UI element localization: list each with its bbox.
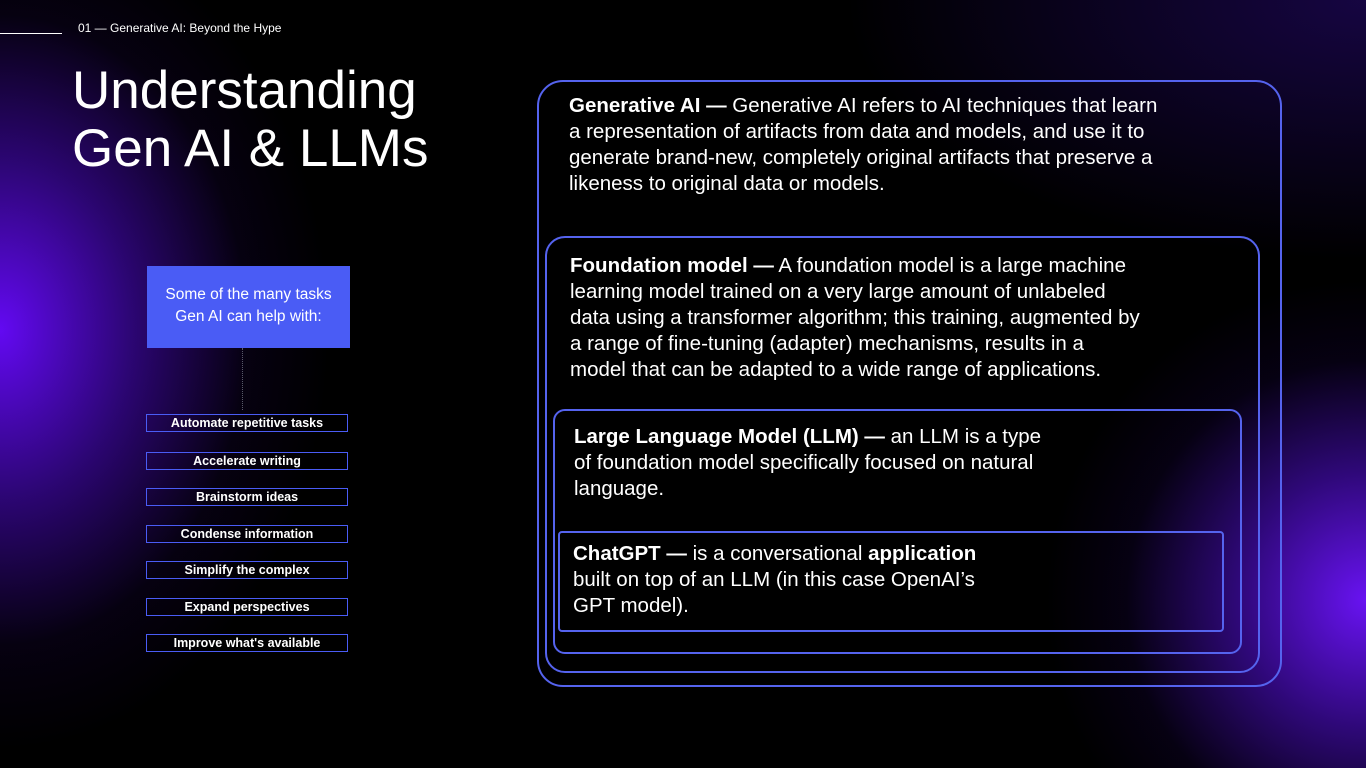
- chatgpt-term: ChatGPT —: [573, 542, 687, 565]
- task-item-simplify: Simplify the complex: [146, 561, 348, 579]
- tasks-connector: [242, 348, 243, 410]
- llm-line-2: of foundation model specifically focused on natural: [574, 451, 1034, 474]
- tasks-heading-line-1: Some of the many tasks: [165, 286, 332, 303]
- foundation-line-4: a range of fine-tuning (adapter) mechanisms, results in a: [570, 332, 1084, 355]
- task-item-automate: Automate repetitive tasks: [146, 414, 348, 432]
- task-item-accelerate: Accelerate writing: [146, 452, 348, 470]
- task-item-expand: Expand perspectives: [146, 598, 348, 616]
- task-item-brainstorm: Brainstorm ideas: [146, 488, 348, 506]
- page-title-line-2: Gen AI & LLMs: [72, 119, 429, 178]
- task-item-improve: Improve what's available: [146, 634, 348, 652]
- foundation-line-3: data using a transformer algorithm; this training, augmented by: [570, 306, 1140, 329]
- chatgpt-line-1: is a conversational: [686, 542, 869, 565]
- chatgpt-line-3: GPT model).: [573, 594, 689, 617]
- foundation-line-5: model that can be adapted to a wide range of applications.: [570, 358, 1102, 381]
- genai-line-1: Generative AI refers to AI techniques that learn: [726, 94, 1158, 117]
- chatgpt-application-term: application: [868, 542, 977, 565]
- genai-line-4: likeness to original data or models.: [569, 172, 885, 195]
- foundation-line-1: A foundation model is a large machine: [773, 254, 1126, 277]
- tasks-heading-box: [147, 266, 350, 348]
- page-title: [72, 62, 512, 178]
- llm-term: Large Language Model (LLM) —: [574, 425, 885, 448]
- task-item-condense: Condense information: [146, 525, 348, 543]
- llm-line-3: language.: [574, 477, 665, 500]
- chatgpt-line-2: built on top of an LLM (in this case OpenAI’s: [573, 568, 975, 591]
- page-title-line-1: Understanding: [72, 61, 417, 120]
- genai-line-3: generate brand-new, completely original artifacts that preserve a: [569, 146, 1153, 169]
- genai-term: Generative AI —: [569, 94, 727, 117]
- genai-definition: [569, 93, 1249, 197]
- tasks-heading-line-2: Gen AI can help with:: [175, 308, 322, 325]
- llm-line-1: an LLM is a type: [884, 425, 1042, 448]
- chatgpt-definition: [573, 541, 1093, 619]
- section-header: 01 — Generative AI: Beyond the Hype: [78, 21, 282, 35]
- foundation-line-2: learning model trained on a very large amount of unlabeled: [570, 280, 1106, 303]
- foundation-definition: [570, 253, 1240, 383]
- genai-line-2: a representation of artifacts from data and models, and use it to: [569, 120, 1145, 143]
- header-rule: [0, 33, 62, 34]
- llm-definition: [574, 424, 1134, 502]
- foundation-term: Foundation model —: [570, 254, 774, 277]
